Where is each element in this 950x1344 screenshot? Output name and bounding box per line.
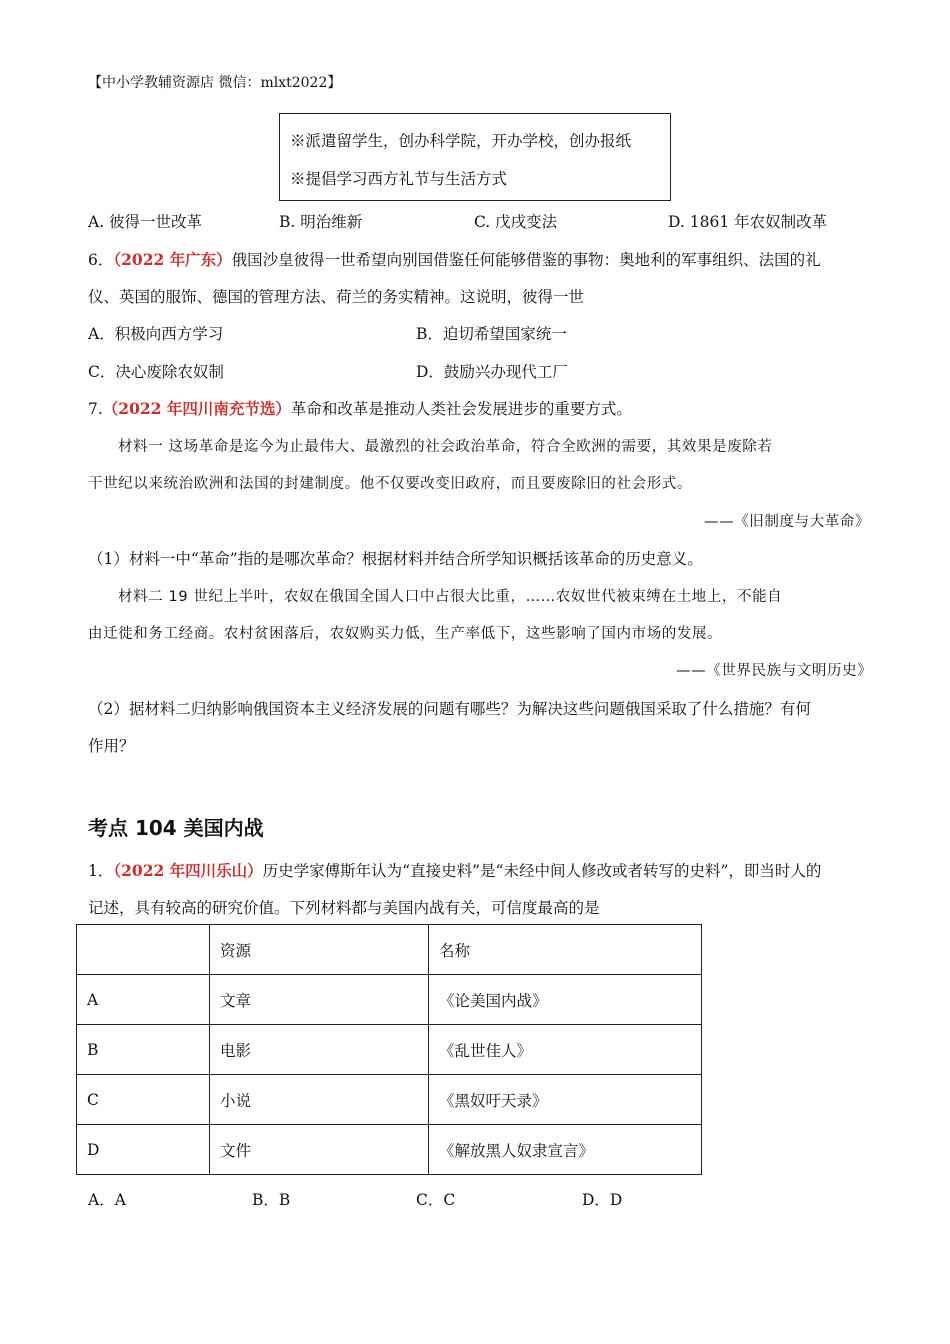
table-cell: C	[77, 1075, 210, 1125]
q1-source-table	[76, 924, 702, 1175]
table-cell: 文件	[210, 1125, 429, 1175]
q7-material1-line-1: 材料一 这场革命是迄今为止最伟大、最激烈的社会政治革命，符合全欧洲的需要，其效果是废除若	[118, 439, 773, 455]
table-cell: 文章	[210, 975, 429, 1025]
table-cell: 电影	[210, 1025, 429, 1075]
q1-option-a[interactable]: A．A	[88, 1191, 126, 1209]
q6-stem-line-1	[88, 248, 821, 270]
table-cell: 《乱世佳人》	[429, 1025, 702, 1075]
q6-option-b[interactable]: B．迫切希望国家统一	[416, 325, 567, 343]
q1-stem-text: 历史学家傅斯年认为“直接史料”是“未经中间人修改或者转写的史料”，即当时人的	[262, 862, 822, 880]
q5-option-b[interactable]: B. 明治维新	[279, 213, 363, 231]
q6-number: 6．	[88, 251, 114, 269]
q7-stem	[88, 397, 632, 419]
table-header-cell: 资源	[210, 925, 429, 975]
q5-option-d[interactable]: D. 1861 年农奴制改革	[668, 213, 828, 231]
q6-source: （2022 年广东）	[113, 250, 232, 269]
q7-material1-line-2: 干世纪以来统治欧洲和法国的封建制度。他不仅要改变旧政府，而且要废除旧的社会形式。	[88, 476, 692, 492]
q6-stem-line-2: 仪、英国的服饰、德国的管理方法、荷兰的务实精神。这说明，彼得一世	[88, 288, 585, 306]
q7-material2-line-2: 由迁徙和务工经商。农村贫困落后，农奴购买力低，生产率低下，这些影响了国内市场的发展。	[88, 626, 723, 642]
q7-source: （2022 年四川南充节选）	[102, 399, 291, 418]
q1-number: 1．	[88, 862, 114, 880]
q7-subquestion-1: （1）材料一中“革命”指的是哪次革命？根据材料并结合所学知识概括该革命的历史意义。	[88, 550, 703, 568]
q7-material1-citation: ——《旧制度与大革命》	[704, 514, 871, 530]
table-row	[77, 1075, 702, 1125]
q5-option-a[interactable]: A. 彼得一世改革	[88, 213, 203, 231]
q1-option-d[interactable]: D．D	[582, 1191, 623, 1209]
table-cell: D	[77, 1125, 210, 1175]
q7-subquestion-2-line-2: 作用？	[88, 737, 135, 755]
q7-material2-line-1: 材料二 19 世纪上半叶，农奴在俄国全国人口中占很大比重，……农奴世代被束缚在土地上，不能自	[118, 589, 783, 605]
table-cell: 小说	[210, 1075, 429, 1125]
q1-source: （2022 年四川乐山）	[113, 861, 263, 880]
table-row	[77, 975, 702, 1025]
section-heading: 考点 104 美国内战	[88, 816, 264, 840]
q1-stem-line-2: 记述，具有较高的研究价值。下列材料都与美国内战有关，可信度最高的是	[88, 899, 600, 917]
table-header-row	[77, 925, 702, 975]
q1-option-c[interactable]: C．C	[416, 1191, 456, 1209]
q5-box-line-1: ※派遣留学生，创办科学院，开办学校，创办报纸	[290, 132, 632, 150]
header-watermark: 【中小学教辅资源店 微信：mlxt2022】	[88, 75, 342, 91]
q6-stem-text: 俄国沙皇彼得一世希望向别国借鉴任何能够借鉴的事物：奥地利的军事组织、法国的礼	[231, 251, 821, 269]
q7-subquestion-2-line-1: （2）据材料二归纳影响俄国资本主义经济发展的问题有哪些？为解决这些问题俄国采取了什么措施？有何	[88, 700, 811, 718]
q6-option-a[interactable]: A．积极向西方学习	[88, 325, 224, 343]
q5-box-line-2: ※提倡学习西方礼节与生活方式	[290, 170, 508, 188]
q1-option-b[interactable]: B．B	[252, 1191, 291, 1209]
table-cell: B	[77, 1025, 210, 1075]
table-cell: 《解放黑人奴隶宣言》	[429, 1125, 702, 1175]
table-cell: A	[77, 975, 210, 1025]
table-header-cell	[77, 925, 210, 975]
q7-material2-citation: ——《世界民族与文明历史》	[676, 663, 873, 679]
table-header-cell: 名称	[429, 925, 702, 975]
q6-option-d[interactable]: D．鼓励兴办现代工厂	[416, 363, 568, 381]
q5-material-box	[279, 113, 671, 201]
q5-option-c[interactable]: C. 戊戌变法	[474, 213, 558, 231]
table-row	[77, 1025, 702, 1075]
table-cell: 《黑奴吁天录》	[429, 1075, 702, 1125]
table-row	[77, 1125, 702, 1175]
table-cell: 《论美国内战》	[429, 975, 702, 1025]
q7-number: 7.	[88, 400, 103, 418]
q6-option-c[interactable]: C．决心废除农奴制	[88, 363, 224, 381]
q7-stem-text: 革命和改革是推动人类社会发展进步的重要方式。	[290, 400, 632, 418]
q1-stem-line-1	[88, 859, 821, 881]
